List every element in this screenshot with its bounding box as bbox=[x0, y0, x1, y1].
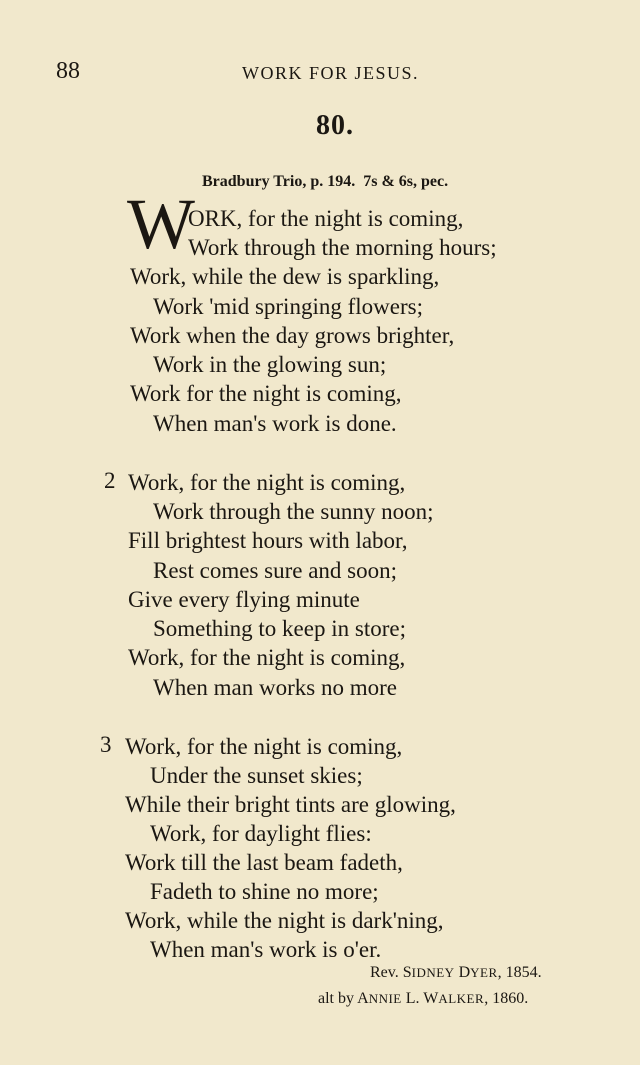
alt-name: ANNIE L. WALKER bbox=[357, 990, 485, 1007]
author-name: SIDNEY DYER bbox=[402, 964, 498, 981]
meter: 7s & 6s, pec. bbox=[363, 173, 449, 190]
verse-3-line-8: When man's work is o'er. bbox=[150, 937, 382, 962]
verse-3-line-4: Work, for daylight flies: bbox=[150, 821, 372, 846]
verse-1-line-5: Work when the day grows brighter, bbox=[130, 323, 455, 348]
verse-2-line-7: Work, for the night is coming, bbox=[128, 645, 406, 670]
verse-2-line-5: Give every flying minute bbox=[128, 587, 360, 612]
running-title: WORK FOR JESUS. bbox=[242, 63, 420, 83]
verse-3-line-3: While their bright tints are glowing, bbox=[125, 792, 456, 817]
verse-1-line-2: Work through the morning hours; bbox=[188, 235, 497, 260]
verse-1-line-4: Work 'mid springing flowers; bbox=[153, 294, 423, 319]
verse-1-line-1: ORK, for the night is coming, bbox=[188, 206, 464, 231]
verse-number-3: 3 bbox=[100, 732, 112, 757]
alteration-credit bbox=[318, 990, 528, 1008]
verse-number-2: 2 bbox=[104, 468, 116, 493]
verse-1-line-7: Work for the night is coming, bbox=[130, 381, 402, 406]
drop-cap: W bbox=[127, 184, 195, 264]
verse-1-line-3: Work, while the dew is sparkling, bbox=[130, 264, 440, 289]
verse-3-line-5: Work till the last beam fadeth, bbox=[125, 850, 403, 875]
verse-2-line-8: When man works no more bbox=[153, 675, 397, 700]
verse-3-line-2: Under the sunset skies; bbox=[150, 763, 363, 788]
author-credit bbox=[370, 964, 542, 982]
verse-2-line-1: Work, for the night is coming, bbox=[128, 470, 406, 495]
hymn-number: 80. bbox=[316, 110, 354, 141]
verse-3-line-1: Work, for the night is coming, bbox=[125, 734, 403, 759]
verse-3-line-7: Work, while the night is dark'ning, bbox=[125, 908, 444, 933]
verse-2-line-4: Rest comes sure and soon; bbox=[153, 558, 398, 583]
tune-name: Bradbury Trio, p. 194. bbox=[202, 173, 356, 190]
verse-1-line-6: Work in the glowing sun; bbox=[153, 352, 387, 377]
verse-2-line-3: Fill brightest hours with labor, bbox=[128, 528, 408, 553]
page-number: 88 bbox=[56, 58, 80, 84]
tune-info bbox=[202, 173, 448, 191]
alt-year: , 1860. bbox=[484, 990, 529, 1007]
alt-prefix: alt by bbox=[318, 990, 354, 1007]
verse-2-line-6: Something to keep in store; bbox=[153, 616, 406, 641]
author-year: , 1854. bbox=[497, 964, 542, 981]
verse-2-line-2: Work through the sunny noon; bbox=[153, 499, 434, 524]
verse-1-line-8: When man's work is done. bbox=[153, 411, 397, 436]
verse-3-line-6: Fadeth to shine no more; bbox=[150, 879, 379, 904]
author-prefix: Rev. bbox=[370, 964, 399, 981]
